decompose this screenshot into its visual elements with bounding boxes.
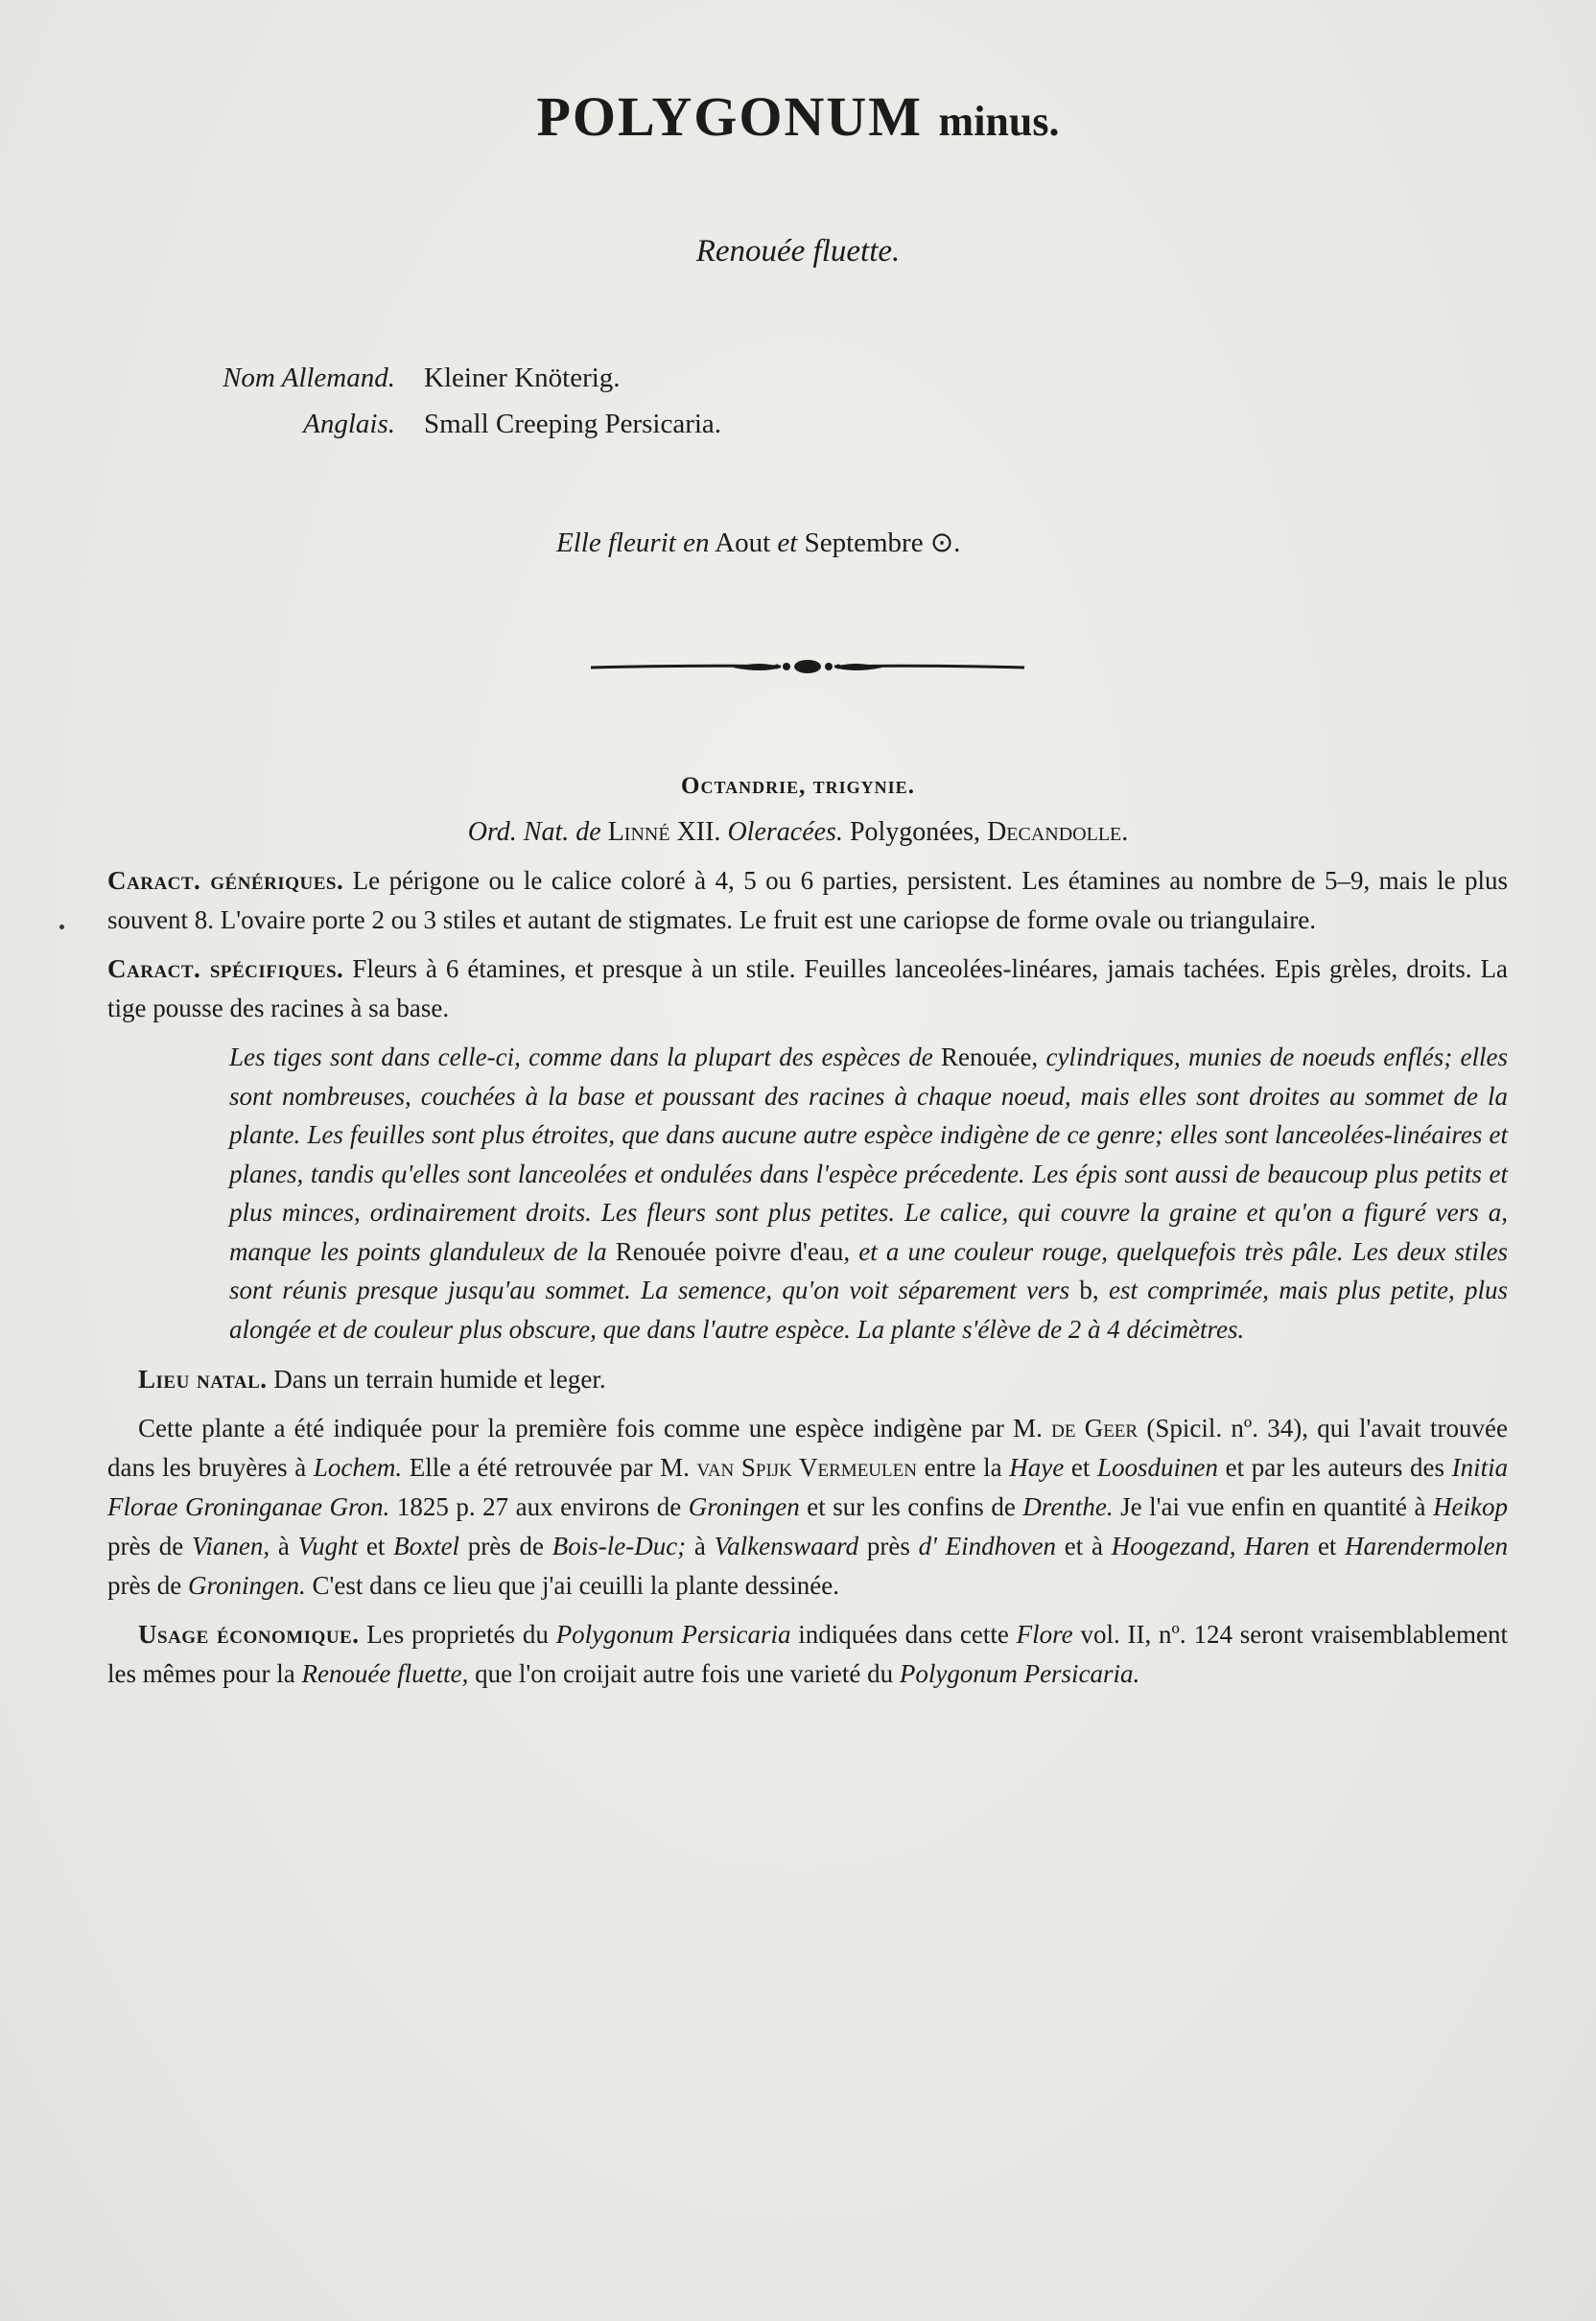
book-title: Flore [1016, 1620, 1073, 1649]
common-name-row [155, 409, 721, 455]
history-text: entre la [924, 1453, 1002, 1482]
flowering-conj: et [777, 528, 798, 558]
natural-order [0, 817, 1596, 848]
history-text: 1825 p. 27 aux environs de [396, 1492, 682, 1521]
person-name: de Geer [1051, 1414, 1138, 1442]
place-name: Vianen, [191, 1532, 270, 1560]
ornament-divider [589, 652, 1026, 681]
desc-text: est comprimée, mais plus petite, plus alongée et de couleur plus obscure, que dans l'autre espèce. La plante s'élève de 2 à 4 décimètres. [229, 1276, 1509, 1344]
flowering-month: Septembre [804, 528, 924, 558]
history-text: Je l'ai vue enfin en quantité à [1120, 1492, 1426, 1521]
author-name: Linné [607, 817, 670, 847]
ordnat-text: Ord. Nat. de [467, 817, 601, 847]
stray-mark [59, 925, 64, 929]
history-text: à [277, 1532, 290, 1560]
history-text: et [1070, 1453, 1091, 1482]
author-name: Decandolle. [987, 817, 1129, 847]
page-title [0, 84, 1596, 149]
place-name: Drenthe. [1022, 1492, 1114, 1521]
history-text: et par les auteurs des [1225, 1453, 1444, 1482]
generic-characters [107, 861, 1508, 940]
common-name-value: Small Creeping Persicaria. [424, 409, 722, 439]
flowering-pre: Elle fleurit en [556, 528, 710, 558]
history-text: (Spicil. nº. 34), qui l'avait trouvée dans les bruyères à [107, 1414, 1508, 1482]
usage-text: indiquées dans cette [798, 1620, 1009, 1649]
species-ref: Polygonum Persicaria [555, 1620, 791, 1649]
place-name: Hoogezand, Haren [1111, 1532, 1310, 1560]
place-name: Vught [297, 1532, 359, 1560]
place-name: Loosduinen [1096, 1453, 1218, 1482]
flowering-month: Aout [715, 528, 771, 558]
common-name-label: Nom Allemand. [223, 363, 395, 393]
history-text: près de [107, 1571, 182, 1600]
section-heading: Usage économique. [138, 1620, 360, 1649]
genus-name: POLYGONUM [536, 85, 924, 148]
species-ref: Polygonum Persicaria. [899, 1659, 1140, 1688]
history-text: et sur les confins de [807, 1492, 1016, 1521]
common-names [155, 363, 721, 455]
history [107, 1409, 1508, 1606]
annual-symbol: ⊙. [929, 528, 961, 558]
history-text: et à [1064, 1532, 1103, 1560]
species-ref: Renouée fluette, [301, 1659, 469, 1688]
common-name-value: Kleiner Knöterig. [424, 363, 621, 393]
place-name: Harendermolen [1345, 1532, 1509, 1560]
description [229, 1038, 1508, 1348]
ordnat-text: Polygonées, [849, 817, 981, 847]
place-name: Heikop [1433, 1492, 1509, 1521]
place-name: Lochem. [313, 1453, 403, 1482]
desc-text: Les tiges sont dans celle-ci, comme dans la plupart des espèces de [229, 1043, 933, 1071]
usage-text: que l'on croijait autre fois une varieté du [475, 1659, 894, 1688]
desc-text: Renouée, [940, 1043, 1039, 1071]
linnaean-class: Octandrie, trigynie. [681, 773, 915, 799]
place-name: Haye [1009, 1453, 1065, 1482]
history-text: Elle a été retrouvée par M. [409, 1453, 690, 1482]
french-name: Renouée fluette. [695, 234, 901, 269]
desc-text: b, [1079, 1276, 1099, 1304]
person-name: van Spijk Vermeulen [696, 1453, 917, 1482]
species-name: minus. [938, 98, 1060, 145]
place-name: Boxtel [393, 1532, 460, 1560]
economic-use [107, 1615, 1508, 1694]
place-name: Bois-le-Duc; [552, 1532, 687, 1560]
section-heading: Caract. génériques. [107, 866, 344, 895]
section-heading: Lieu natal. [138, 1365, 268, 1394]
specific-characters [107, 950, 1508, 1028]
history-text: à [693, 1532, 706, 1560]
text-body [107, 861, 1508, 1703]
place-name: Groningen [688, 1492, 800, 1521]
history-text: près de [467, 1532, 544, 1560]
flowering-period [556, 526, 960, 559]
section-heading: Caract. spécifiques. [107, 954, 344, 983]
section-text: Le périgone ou le calice coloré à 4, 5 ou 6 parties, persistent. Les étamines au nombre de 5–9, mais le plus souvent 8. L'ovaire porte 2 ou 3 stiles et autant de stigmates. Le fruit est une cariopse de forme ovale ou triangulaire. [107, 866, 1509, 934]
ordnat-text: Oleracées. [727, 817, 843, 847]
usage-text: vol. II, nº. 124 seront vraisemblablement les mêmes pour la [107, 1620, 1509, 1688]
ordnat-text: XII. [676, 817, 721, 847]
book-title: Initia Florae Groninganae Gron. [107, 1453, 1509, 1521]
common-name-label: Anglais. [303, 409, 395, 439]
usage-text: Les proprietés du [366, 1620, 549, 1649]
history-text: et [365, 1532, 386, 1560]
history-text: Cette plante a été indiquée pour la première fois comme une espèce indigène par M. [138, 1414, 1043, 1442]
history-text: près [866, 1532, 910, 1560]
section-text: Fleurs à 6 étamines, et presque à un stile. Feuilles lanceolées-linéares, jamais tachées. Epis grèles, droits. La tige pousse des racines à sa base. [107, 954, 1509, 1022]
desc-text: et a une couleur rouge, quelquefois très pâle. Les deux stiles sont réunis presque jusqu'au sommet. La semence, qu'on voit séparement vers [229, 1236, 1508, 1304]
place-name: Groningen. [187, 1571, 306, 1600]
desc-text: Renouée poivre d'eau, [615, 1236, 851, 1266]
place-name: d' Eindhoven [918, 1532, 1057, 1560]
desc-text: cylindriques, munies de noeuds enflés; elles sont nombreuses, couchées à la base et poussant des racines à chaque noeud, mais elles sont droites au sommet de la plante. Les feuilles sont plus étroites, que dans aucune autre espèce indigène de ce genre; elles sont lanceolées-linéaires et planes, tandis qu'elles sont lanceolées et ondulées dans l'espèce précedente. Les épis sont aussi de beaucoup plus petits et plus minces, ordinairement droits. Les fleurs sont plus petites. Le calice, qui couvre la graine et qu'on a figuré vers a, manque les points glanduleux de la [229, 1043, 1509, 1266]
place-name: Valkenswaard [714, 1532, 859, 1560]
section-text: Dans un terrain humide et leger. [273, 1365, 606, 1394]
history-text: près de [107, 1532, 184, 1560]
habitat [107, 1360, 1508, 1399]
history-text: et [1317, 1532, 1337, 1560]
history-text: C'est dans ce lieu que j'ai ceuilli la plante dessinée. [312, 1571, 840, 1600]
common-name-row [155, 363, 721, 409]
